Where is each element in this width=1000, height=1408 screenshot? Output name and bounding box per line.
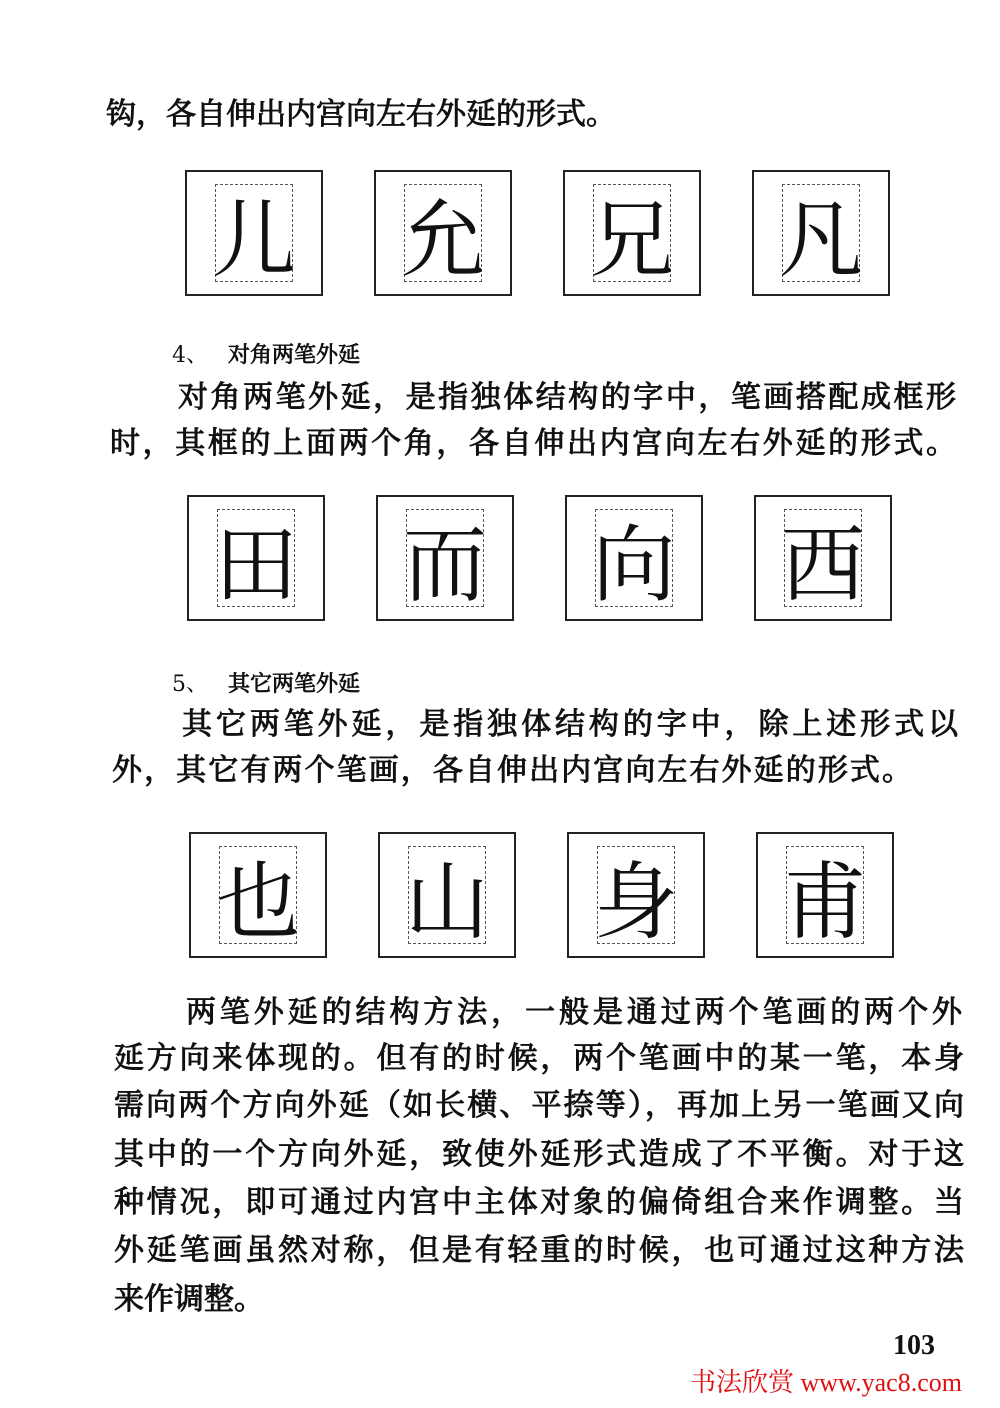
paragraph-line: 其中的一个方向外延，致使外延形式造成了不平衡。对于这	[114, 1137, 964, 1172]
paragraph-line: 时，其框的上面两个角，各自伸出内宫向左右外延的形式。	[110, 426, 956, 461]
character: 甫	[782, 852, 867, 951]
paragraph-line: 两笔外延的结构方法，一般是通过两个笔画的两个外	[186, 995, 962, 1030]
character: 向	[591, 515, 676, 614]
character: 凡	[778, 190, 863, 289]
section-heading-4	[172, 338, 360, 369]
character: 身	[593, 852, 678, 951]
paragraph-line: 来作调整。	[114, 1282, 264, 1317]
character: 田	[213, 515, 298, 614]
character-box	[565, 495, 703, 621]
character-box	[189, 832, 327, 958]
section-heading-5	[172, 667, 360, 698]
paragraph-line: 延方向来体现的。但有的时候，两个笔画中的某一笔，本身	[114, 1041, 964, 1076]
character-box	[754, 495, 892, 621]
character-box	[185, 170, 323, 296]
paragraph-line: 需向两个方向外延（如长横、平捺等），再加上另一笔画又向	[114, 1088, 964, 1123]
section-title: 其它两笔外延	[228, 671, 361, 697]
character-box	[374, 170, 512, 296]
section-title: 对角两笔外延	[228, 342, 361, 368]
section-number: 5、	[172, 672, 208, 697]
paragraph-line: 外，其它有两个笔画，各自伸出内宫向左右外延的形式。	[112, 753, 912, 788]
character: 山	[404, 852, 489, 951]
character-box	[752, 170, 890, 296]
character: 儿	[211, 190, 296, 289]
character: 兄	[589, 190, 674, 289]
page-number: 103	[893, 1330, 935, 1361]
character: 而	[402, 515, 487, 614]
character-box	[378, 832, 516, 958]
character-box	[376, 495, 514, 621]
character: 也	[215, 852, 300, 951]
character-box	[187, 495, 325, 621]
paragraph-line: 对角两笔外延，是指独体结构的字中，笔画搭配成框形	[178, 380, 956, 415]
paragraph-line: 种情况，即可通过内宫中主体对象的偏倚组合来作调整。当	[114, 1185, 964, 1220]
character-box	[567, 832, 705, 958]
paragraph-line: 外延笔画虽然对称，但是有轻重的时候，也可通过这种方法	[114, 1233, 964, 1268]
character-box	[563, 170, 701, 296]
intro-line: 钩，各自伸出内宫向左右外延的形式。	[106, 97, 616, 132]
paragraph-line: 其它两笔外延，是指独体结构的字中，除上述形式以	[182, 707, 958, 742]
watermark: 书法欣赏 www.yac8.com	[690, 1368, 962, 1397]
section-number: 4、	[172, 343, 208, 368]
character: 西	[780, 515, 865, 614]
character: 允	[400, 190, 485, 289]
character-box	[756, 832, 894, 958]
